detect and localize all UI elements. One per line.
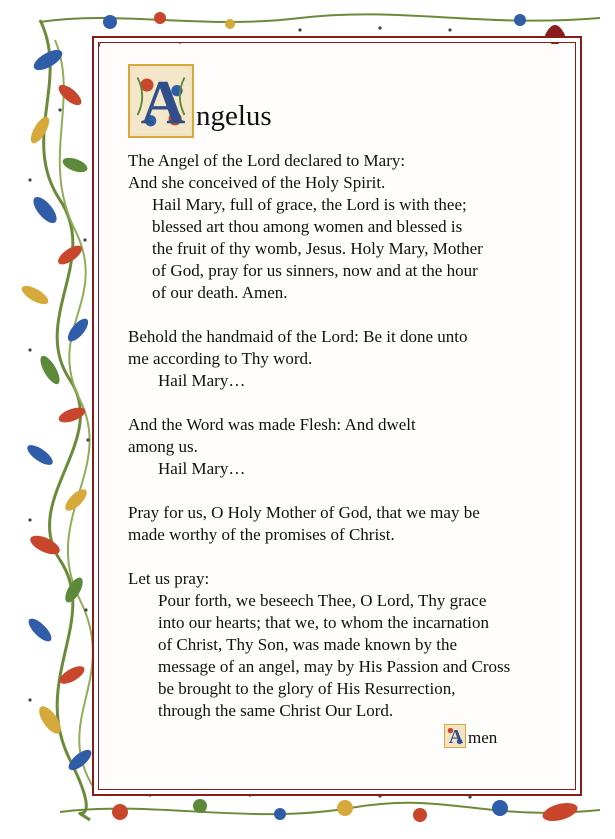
prayer-line: be brought to the glory of His Resurrection, bbox=[158, 679, 456, 698]
prayer-text bbox=[128, 150, 568, 722]
prayer-line: me according to Thy word. bbox=[128, 349, 313, 368]
prayer-line: Let us pray: bbox=[128, 569, 210, 588]
prayer-line: through the same Christ Our Lord. bbox=[158, 701, 394, 720]
stanza-gap bbox=[128, 546, 568, 568]
closing-rest: men bbox=[468, 728, 498, 747]
prayer-line: And she conceived of the Holy Spirit. bbox=[128, 173, 386, 192]
prayer-line: into our hearts; that we, to whom the incarnation bbox=[158, 613, 489, 632]
prayer-line: Hail Mary, full of grace, the Lord is with thee; bbox=[152, 195, 467, 214]
prayer-line: the fruit of thy womb, Jesus. Holy Mary, Mother bbox=[152, 239, 483, 258]
prayer-line: blessed art thou among women and blessed is bbox=[152, 217, 463, 236]
prayer-line: made worthy of the promises of Christ. bbox=[128, 525, 395, 544]
prayer-line: of God, pray for us sinners, now and at the hour bbox=[152, 261, 478, 280]
prayer-line: Hail Mary… bbox=[158, 459, 246, 478]
prayer-line: Behold the handmaid of the Lord: Be it done unto bbox=[128, 327, 468, 346]
prayer-line: among us. bbox=[128, 437, 198, 456]
prayer-line: Pray for us, O Holy Mother of God, that we may be bbox=[128, 503, 480, 522]
stanza-gap bbox=[128, 304, 568, 326]
title-rest: ngelus bbox=[196, 100, 272, 132]
closing-initial-letter: A bbox=[448, 726, 464, 748]
initial-letter: A bbox=[140, 69, 186, 137]
prayer-line: And the Word was made Flesh: And dwelt bbox=[128, 415, 416, 434]
prayer-line: of Christ, Thy Son, was made known by the bbox=[158, 635, 458, 654]
illuminated-initial-a-small bbox=[444, 724, 466, 748]
prayer-line: Pour forth, we beseech Thee, O Lord, Thy grace bbox=[158, 591, 487, 610]
illuminated-initial-a bbox=[128, 64, 194, 138]
stanza-gap bbox=[128, 480, 568, 502]
prayer-line: of our death. Amen. bbox=[152, 283, 288, 302]
prayer-line: Hail Mary… bbox=[158, 371, 246, 390]
prayer-line: message of an angel, may by His Passion and Cross bbox=[158, 657, 511, 676]
stanza-gap bbox=[128, 392, 568, 414]
prayer-line: The Angel of the Lord declared to Mary: bbox=[128, 151, 406, 170]
prayer-panel bbox=[100, 44, 568, 784]
